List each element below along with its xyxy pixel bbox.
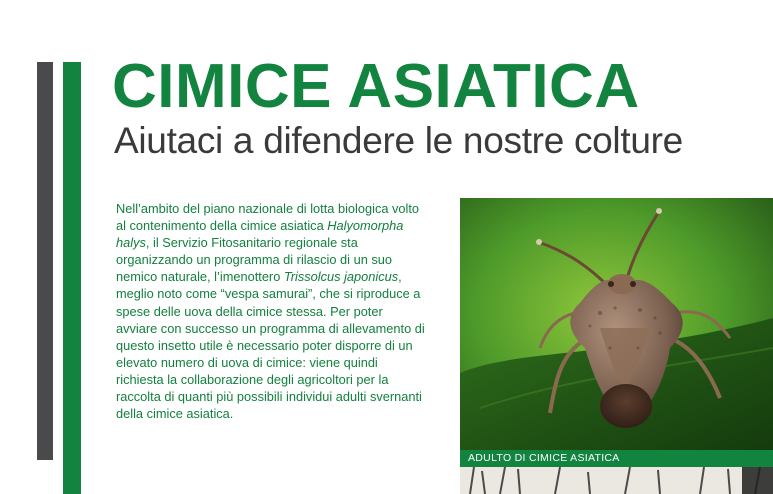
photo-caption: ADULTO DI CIMICE ASIATICA bbox=[468, 452, 620, 464]
page-title: CIMICE ASIATICA bbox=[112, 52, 640, 121]
second-photo-strip bbox=[460, 467, 773, 494]
stink-bug-illustration bbox=[460, 198, 773, 450]
photo-caption-bar bbox=[460, 450, 773, 467]
page-subtitle: Aiutaci a difendere le nostre colture bbox=[114, 120, 683, 161]
tree-branches-illustration bbox=[460, 467, 773, 494]
decorative-gray-bar bbox=[37, 62, 53, 460]
body-text-segment: Nell’ambito del piano nazionale di lotta biologica volto al contenimento della cimice asiatica bbox=[116, 201, 420, 234]
body-text-segment: , il Servizio Fitosanitario regionale sta organizzando un programma di rilascio di un suo nemico naturale, l’imenottero bbox=[116, 235, 392, 285]
species-name-italic: Halyomorpha halys bbox=[116, 218, 404, 251]
body-text-segment: , meglio noto come “vespa samurai”, che si riproduce a spese delle uova della cimice stessa. Per poter avviare con successo un programma di allevamento di questo insetto utile è necessario poter disporre di un elevato numero di uova di cimice: viene quindi richiesta la collaborazione degli agricoltori per la raccolta di quanti più possibili individui adulti svernanti della cimice asiatica. bbox=[116, 269, 425, 422]
stink-bug-photo bbox=[460, 198, 773, 450]
decorative-green-bar bbox=[63, 62, 81, 494]
body-paragraph bbox=[116, 200, 426, 422]
species-name-italic: Trissolcus japonicus bbox=[283, 269, 399, 285]
